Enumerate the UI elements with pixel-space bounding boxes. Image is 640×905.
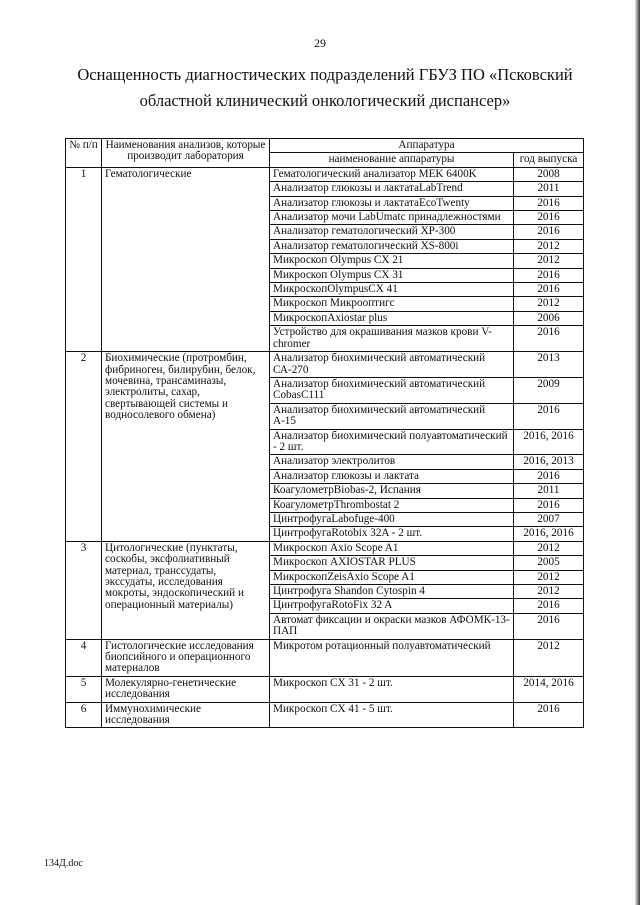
apparatus-name: Анализатор биохимический полуавтоматический - 2 шт. xyxy=(270,429,514,455)
apparatus-year: 2016 xyxy=(514,225,584,239)
apparatus-year: 2008 xyxy=(514,167,584,181)
apparatus-name: Микроскоп AXIOSTAR PLUS xyxy=(270,556,514,570)
group-analysis-name: Цитологические (пунктаты, соскобы, эксфолиативный материал, транссудаты, экссудаты, исследования мокроты, эндоскопический и операционный материалы) xyxy=(102,541,270,639)
apparatus-year: 2011 xyxy=(514,182,584,196)
group-number: 2 xyxy=(66,352,102,542)
apparatus-name: Цинтрофуга Shandon Cytospin 4 xyxy=(270,585,514,599)
apparatus-name: Анализатор гематологический XS-800i xyxy=(270,239,514,253)
page-number: 29 xyxy=(314,36,326,50)
apparatus-name: Анализатор гематологический XP-300 xyxy=(270,225,514,239)
scan-edge-shadow xyxy=(635,0,640,905)
apparatus-year: 2006 xyxy=(514,311,584,325)
apparatus-year: 2016 xyxy=(514,283,584,297)
apparatus-year: 2012 xyxy=(514,639,584,676)
footer-filename: 134Д.doc xyxy=(44,858,83,869)
apparatus-name: ЦинтрофугаLabofuge-400 xyxy=(270,512,514,526)
apparatus-name: МикроскопOlympusCX 41 xyxy=(270,283,514,297)
table-row xyxy=(66,541,584,555)
apparatus-year: 2012 xyxy=(514,585,584,599)
group-analysis-name: Иммунохимические исследования xyxy=(102,702,270,728)
apparatus-name: Анализатор биохимический автоматический CobasC111 xyxy=(270,377,514,403)
group-number: 4 xyxy=(66,639,102,676)
apparatus-name: Анализатор глюкозы и лактатаLabTrend xyxy=(270,182,514,196)
group-analysis-name: Молекулярно-генетические исследования xyxy=(102,676,270,702)
apparatus-name: Микроскоп Olympus CX 21 xyxy=(270,254,514,268)
apparatus-year: 2016 xyxy=(514,196,584,210)
apparatus-year: 2011 xyxy=(514,484,584,498)
header-apparatus-name: наименование аппаратуры xyxy=(270,153,514,167)
apparatus-year: 2016 xyxy=(514,403,584,429)
apparatus-name: ЦинтрофугаRotobix 32A - 2 шт. xyxy=(270,527,514,541)
title-line-2: областной клинический онкологический диспансер» xyxy=(139,91,511,110)
apparatus-name: Устройство для окрашивания мазков крови V-chromer xyxy=(270,326,514,352)
group-analysis-name: Гистологические исследования биопсийного и операционного материалов xyxy=(102,639,270,676)
apparatus-year: 2016 xyxy=(514,599,584,613)
apparatus-year: 2009 xyxy=(514,377,584,403)
apparatus-name: КоагулометрThrombostat 2 xyxy=(270,498,514,512)
apparatus-year: 2016 xyxy=(514,469,584,483)
group-analysis-name: Биохимические (протромбин, фибриноген, билирубин, белок, мочевина, трансаминазы, электролиты, сахар, свертывающей системы и водносолевого обмена) xyxy=(102,352,270,542)
apparatus-name: Микроскоп CX 31 - 2 шт. xyxy=(270,676,514,702)
apparatus-year: 2016, 2013 xyxy=(514,455,584,469)
apparatus-year: 2016 xyxy=(514,211,584,225)
apparatus-name: Микротом ротационный полуавтоматический xyxy=(270,639,514,676)
apparatus-name: Анализатор глюкозы и лактата xyxy=(270,469,514,483)
apparatus-name: Анализатор биохимический автоматический А-15 xyxy=(270,403,514,429)
group-analysis-name: Гематологические xyxy=(102,167,270,351)
header-analysis-name: Наименования анализов, которые производит лаборатория xyxy=(102,139,270,168)
apparatus-name: Гематологический анализатор MEK 6400K xyxy=(270,167,514,181)
apparatus-year: 2016 xyxy=(514,613,584,639)
apparatus-name: Автомат фиксации и окраски мазков АФОМК-13-ПАП xyxy=(270,613,514,639)
header-number: № п/п xyxy=(66,139,102,168)
table-row xyxy=(66,167,584,181)
apparatus-year: 2016 xyxy=(514,702,584,728)
table-row xyxy=(66,352,584,378)
apparatus-name: ЦинтрофугаRotoFix 32 A xyxy=(270,599,514,613)
apparatus-year: 2016 xyxy=(514,268,584,282)
apparatus-name: Микроскоп Axio Scope A1 xyxy=(270,541,514,555)
apparatus-name: Микроскоп CX 41 - 5 шт. xyxy=(270,702,514,728)
apparatus-name: Анализатор электролитов xyxy=(270,455,514,469)
apparatus-year: 2005 xyxy=(514,556,584,570)
header-apparatus: Аппаратура xyxy=(270,139,584,153)
table-row xyxy=(66,639,584,676)
group-number: 5 xyxy=(66,676,102,702)
apparatus-year: 2016, 2016 xyxy=(514,429,584,455)
apparatus-name: Анализатор глюкозы и лактатаEcoTwenty xyxy=(270,196,514,210)
equipment-table xyxy=(65,138,584,728)
document-title xyxy=(55,62,595,114)
table-row xyxy=(66,676,584,702)
group-number: 3 xyxy=(66,541,102,639)
apparatus-name: Анализатор мочи LabUmatc принадлежностями xyxy=(270,211,514,225)
apparatus-year: 2012 xyxy=(514,541,584,555)
apparatus-year: 2012 xyxy=(514,254,584,268)
apparatus-year: 2014, 2016 xyxy=(514,676,584,702)
apparatus-year: 2013 xyxy=(514,352,584,378)
apparatus-name: Анализатор биохимический автоматический СА-270 xyxy=(270,352,514,378)
apparatus-year: 2016 xyxy=(514,498,584,512)
apparatus-year: 2012 xyxy=(514,239,584,253)
apparatus-year: 2016 xyxy=(514,326,584,352)
apparatus-name: Микроскоп Olympus CX 31 xyxy=(270,268,514,282)
title-line-1: Оснащенность диагностических подразделений ГБУЗ ПО «Псковский xyxy=(77,65,573,84)
header-year: год выпуска xyxy=(514,153,584,167)
apparatus-name: МикроскопZeisAxio Scope A1 xyxy=(270,570,514,584)
apparatus-year: 2012 xyxy=(514,297,584,311)
apparatus-year: 2007 xyxy=(514,512,584,526)
group-number: 6 xyxy=(66,702,102,728)
apparatus-name: КоагулометрBiobas-2, Испания xyxy=(270,484,514,498)
apparatus-name: Микроскоп Микрооптигс xyxy=(270,297,514,311)
apparatus-year: 2012 xyxy=(514,570,584,584)
apparatus-name: МикроскопAxiostar plus xyxy=(270,311,514,325)
group-number: 1 xyxy=(66,167,102,351)
apparatus-year: 2016, 2016 xyxy=(514,527,584,541)
table-body xyxy=(66,167,584,728)
table-row xyxy=(66,702,584,728)
